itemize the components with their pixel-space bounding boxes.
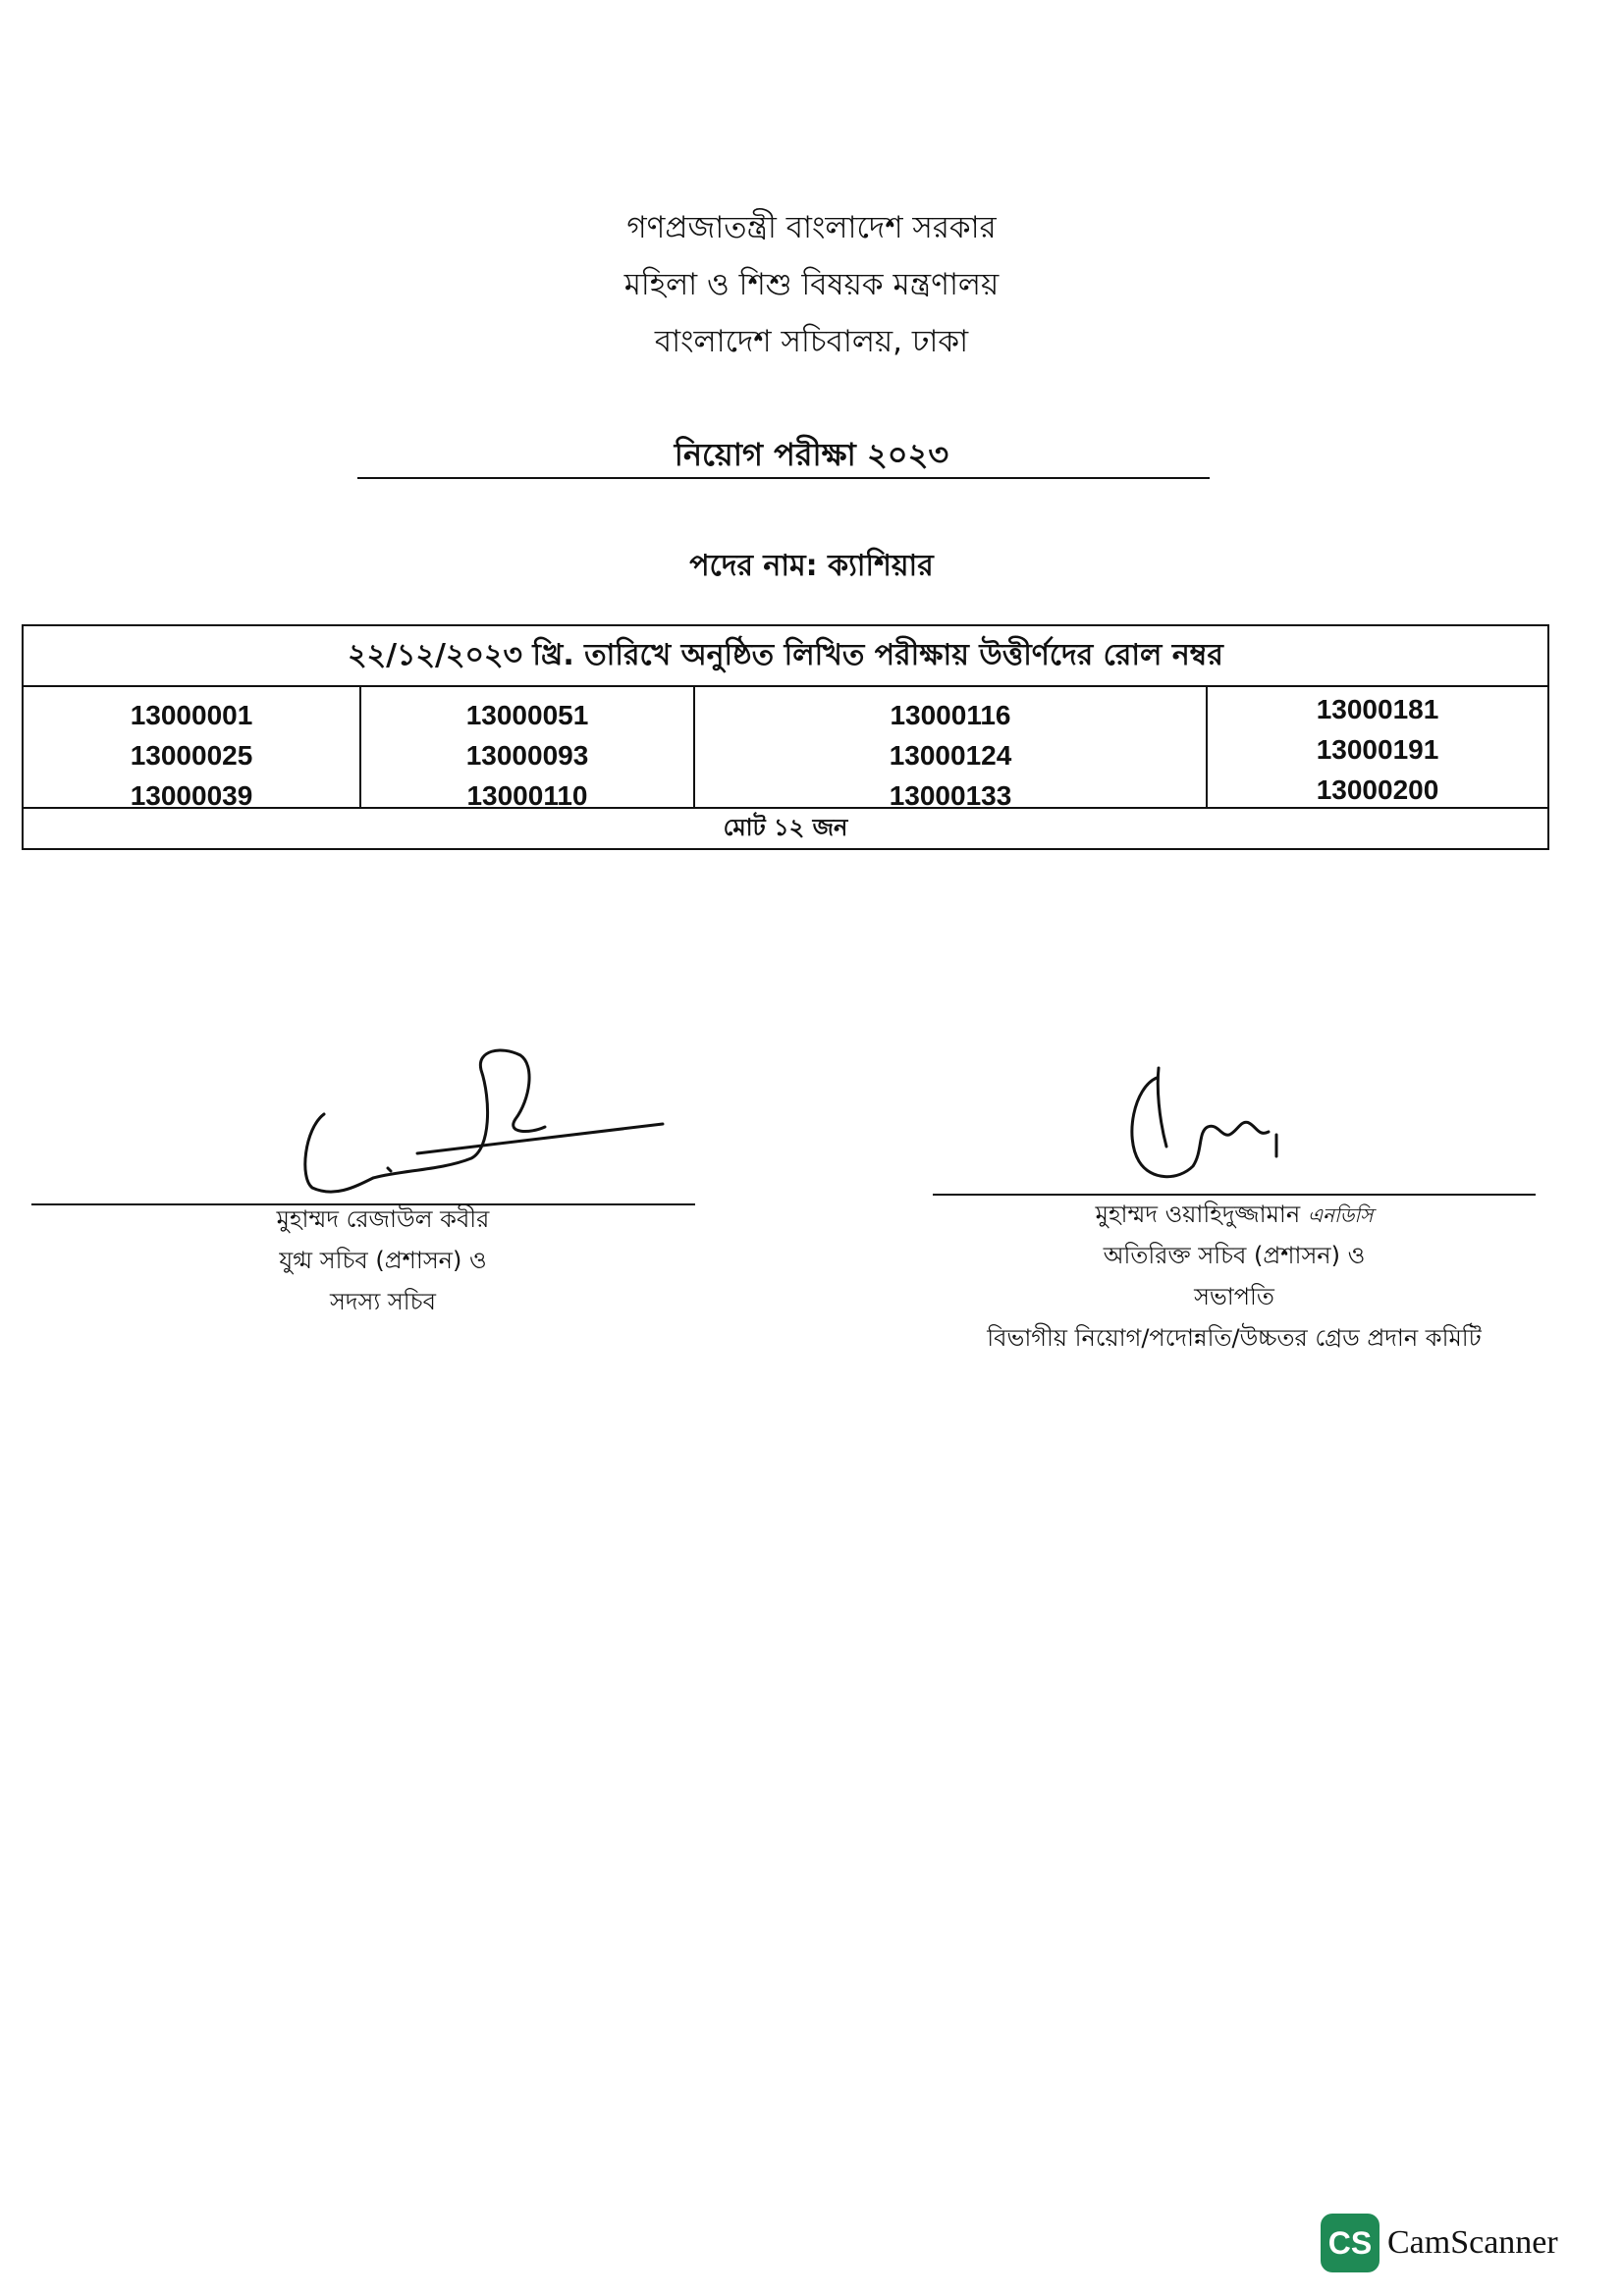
signatory-left-designation: যুগ্ম সচিব (প্রশাসন) ও <box>279 1247 487 1274</box>
roll-number: 13000025 <box>130 740 253 771</box>
ministry-name: মহিলা ও শিশু বিষয়ক মন্ত্রণালয় <box>623 267 1000 302</box>
post-name: পদের নাম: ক্যাশিয়ার <box>689 549 934 583</box>
results-table <box>22 624 1549 850</box>
roll-number: 13000200 <box>1316 774 1439 805</box>
signatory-left-name: মুহাম্মদ রেজাউল কবীর <box>276 1205 490 1233</box>
roll-number: 13000133 <box>889 780 1012 811</box>
roll-number: 13000110 <box>466 780 588 811</box>
camscanner-brand: CamScanner <box>1387 2224 1558 2261</box>
signature-left <box>295 1041 619 1207</box>
committee-name: বিভাগীয় নিয়োগ/পদোন্নতি/উচ্চতর গ্রেড প্রদান কমিটি <box>987 1324 1482 1352</box>
roll-number: 13000181 <box>1316 694 1439 724</box>
signatory-right-name <box>933 1194 1536 1236</box>
office-address: বাংলাদেশ সচিবালয়, ঢাকা <box>654 324 969 359</box>
roll-column <box>695 687 1208 811</box>
roll-number: 13000039 <box>130 780 253 811</box>
signatory-right-name-text: মুহাম্মদ ওয়াহিদুজ্জামান <box>1095 1201 1301 1228</box>
roll-column <box>361 687 695 811</box>
roll-number: 13000093 <box>465 740 589 771</box>
table-caption: ২২/১২/২০২৩ খ্রি. তারিখে অনুষ্ঠিত লিখিত পরীক্ষায় উত্তীর্ণদের রোল নম্বর <box>24 626 1547 687</box>
camscanner-watermark <box>1321 2212 1558 2274</box>
roll-number: 13000191 <box>1316 734 1439 765</box>
roll-column <box>24 687 361 811</box>
exam-title: নিয়োগ পরীক্ষা ২০২৩ <box>674 436 949 473</box>
signature-right <box>1119 1058 1434 1196</box>
roll-number: 13000116 <box>890 700 1011 730</box>
government-header-line: গণপ্রজাতন্ত্রী বাংলাদেশ সরকার <box>626 210 997 245</box>
roll-number-grid <box>24 687 1547 809</box>
signatory-left-role: সদস্য সচিব <box>330 1288 436 1315</box>
signatory-right-suffix: এনডিসি <box>1307 1203 1374 1227</box>
roll-number: 13000001 <box>130 700 253 730</box>
title-underline <box>357 477 1210 479</box>
signatory-right-role: সভাপতি <box>1194 1283 1274 1310</box>
signatory-right-designation: অতিরিক্ত সচিব (প্রশাসন) ও <box>1103 1242 1366 1269</box>
roll-number: 13000051 <box>465 700 589 730</box>
camscanner-logo-icon: CS <box>1321 2214 1380 2272</box>
roll-number: 13000124 <box>889 740 1012 771</box>
roll-column <box>1208 687 1547 807</box>
total-count: মোট ১২ জন <box>723 814 848 841</box>
